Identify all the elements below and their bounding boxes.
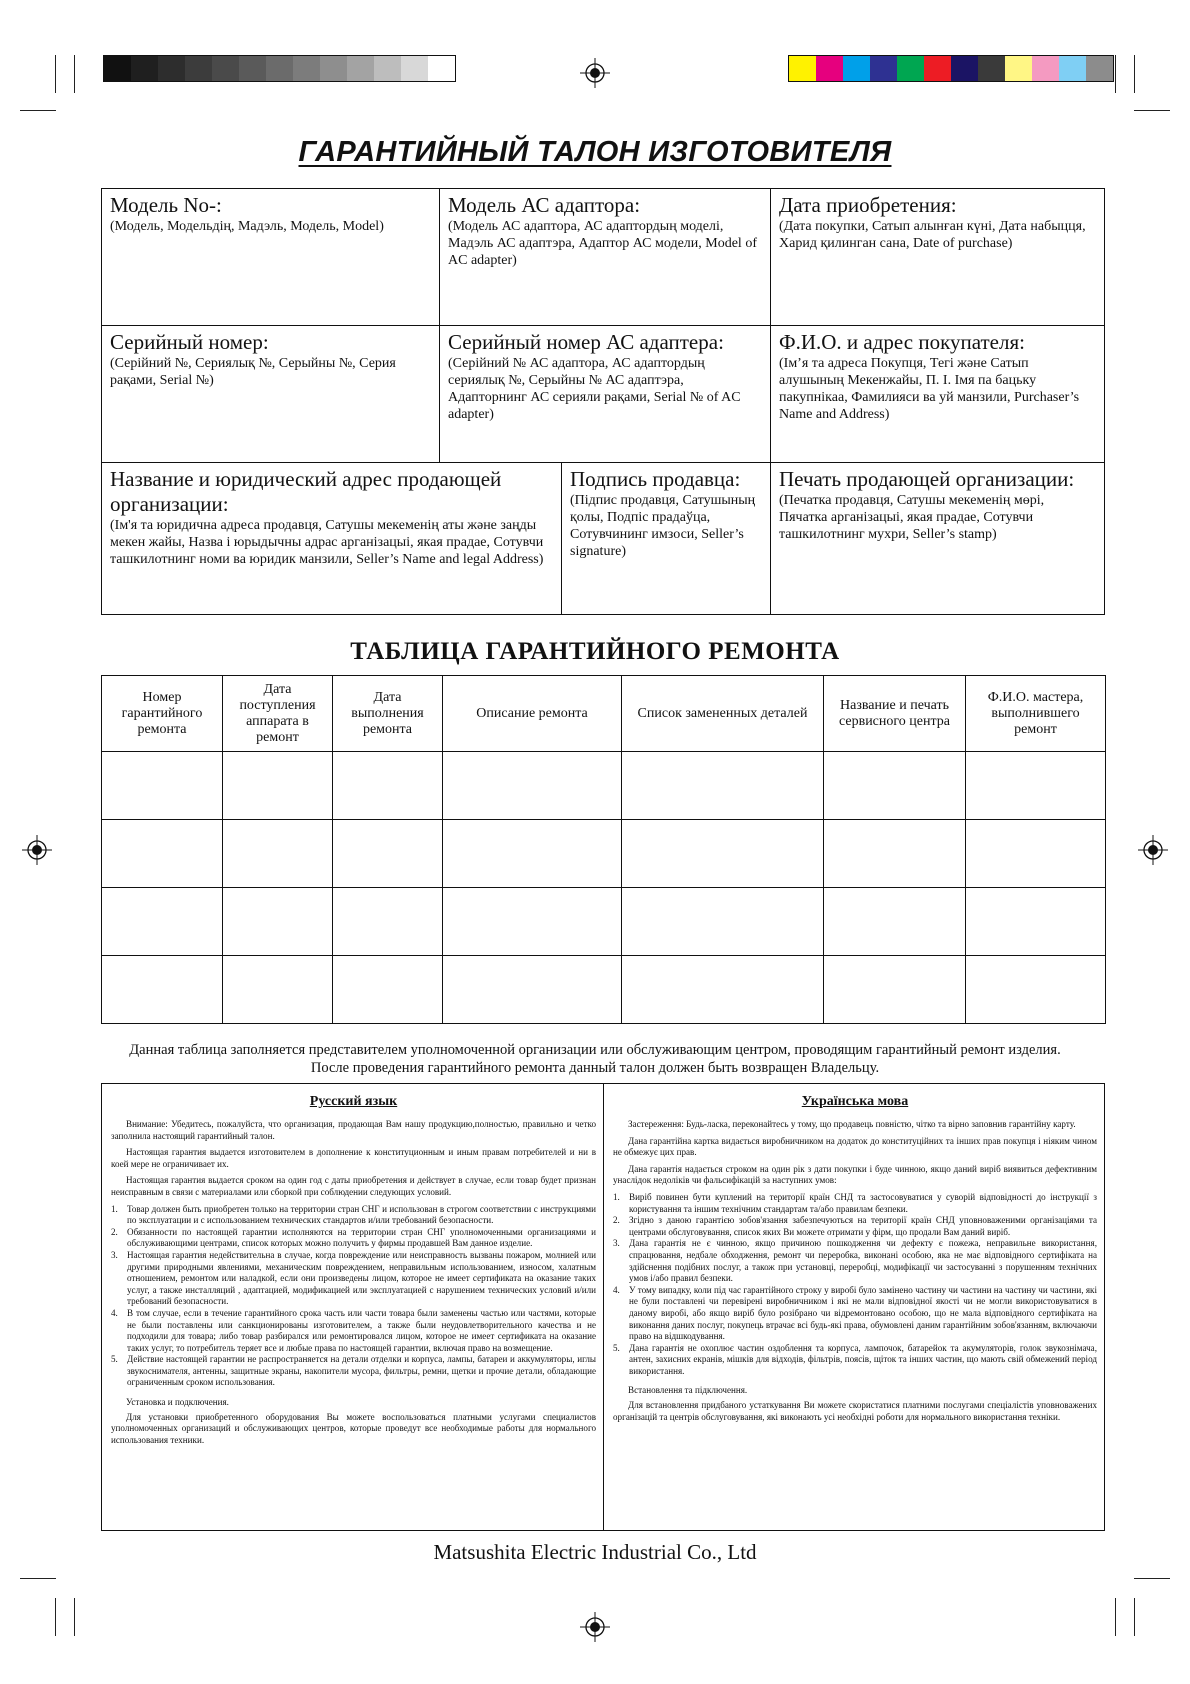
adapter-serial-label: Серийный номер АС адаптера: <box>448 330 724 354</box>
color-swatch <box>924 56 951 81</box>
table-cell[interactable] <box>824 752 966 820</box>
list-item <box>111 1354 596 1389</box>
table-cell[interactable] <box>223 820 333 888</box>
color-swatch <box>185 56 212 81</box>
table-cell[interactable] <box>102 820 223 888</box>
registration-mark-right <box>1138 835 1168 865</box>
table-cell[interactable] <box>966 956 1106 1024</box>
list-text: Виріб повинен бути куплений на території країн СНД та застосовуватися у суворій відповідності до інструкції з користування та іншим технічним стандартам та/або правилам безпеки. <box>629 1191 1097 1214</box>
color-swatch <box>104 56 131 81</box>
table-row <box>102 820 1106 888</box>
purchaser-sub: (Ім’я та адреса Покупця, Тегі және Сатып алушының Мекенжайы, П. І. Імя па бацьку пакупнікаа, Фамилияси ва уй манзили, Purchaser’s Name and Address) <box>779 356 1080 422</box>
color-swatch <box>789 56 816 81</box>
table-cell[interactable] <box>824 956 966 1024</box>
organization-label: Название и юридический адрес продающей организации: <box>110 467 502 516</box>
color-swatch <box>897 56 924 81</box>
table-cell[interactable] <box>824 820 966 888</box>
ukrainian-terms-column <box>603 1084 1104 1530</box>
table-cell[interactable] <box>622 820 824 888</box>
col-technician: Ф.И.О. мастера, выполнившего ремонт <box>966 676 1106 752</box>
list-item <box>613 1192 1097 1215</box>
registration-mark-left <box>22 835 52 865</box>
table-cell[interactable] <box>443 752 622 820</box>
table-cell[interactable] <box>223 956 333 1024</box>
table-cell[interactable] <box>333 956 443 1024</box>
color-swatch <box>131 56 158 81</box>
seller-stamp-label: Печать продающей организации: <box>779 467 1075 491</box>
color-swatch <box>1086 56 1113 81</box>
list-number: 1. <box>613 1191 620 1202</box>
list-number: 2. <box>111 1226 118 1237</box>
seller-stamp-field[interactable] <box>771 463 1104 614</box>
color-swatch <box>1059 56 1086 81</box>
ukrainian-install-title: Встановлення та підключення. <box>628 1385 748 1396</box>
table-cell[interactable] <box>622 752 824 820</box>
table-cell[interactable] <box>223 752 333 820</box>
color-swatch <box>374 56 401 81</box>
russian-terms-column <box>102 1084 603 1530</box>
table-row <box>102 752 1106 820</box>
table-cell[interactable] <box>333 820 443 888</box>
list-text: Згідно з даною гарантією зобов'язання забезпечуються на території країн СНД уповноваженими організаціями та центрами обслуговування, список яких Ви можете отримати у фірм, що продали Вам даний виріб. <box>629 1215 1097 1237</box>
model-label: Модель No-: <box>110 193 222 217</box>
list-text: Дана гарантія не охоплює частин оздоблення та корпуса, лампочок, батарейок та акумуляторів, голок звукознімача, антен, захисних екранів, мішків для відходів, фільтрів, поясів, щіток та інших частин, що мають свій обмежений період використання. <box>629 1342 1097 1376</box>
seller-signature-field[interactable] <box>562 463 771 614</box>
color-swatch <box>951 56 978 81</box>
table-cell[interactable] <box>966 820 1106 888</box>
list-number: 4. <box>111 1307 118 1318</box>
purchase-date-field[interactable] <box>771 189 1104 326</box>
ukrainian-install-text: Для встановлення придбаного устаткування Ви можете скористатися платними послугами спеціалістів уповноважених організацій та центрів обслуговування, які виконають усі необхідні роботи для нормального використання техніки. <box>613 1400 1097 1422</box>
table-cell[interactable] <box>333 888 443 956</box>
table-cell[interactable] <box>443 956 622 1024</box>
ukrainian-conditions-list <box>613 1192 1097 1378</box>
list-text: В том случае, если в течение гарантийного срока часть или части товара были заменены частью или частями, которые не были поставлены или санкционированы изготовителем, а также были неудовлетворительного качества и не подходили для товара; либо товар разбирался или ремонтировался лицом, которое не имеет сертификата на оказание таких услуг, то потребитель теряет все и любые права по настоящей гарантии, включая право на возмещение. <box>127 1307 596 1353</box>
col-repair-description: Описание ремонта <box>443 676 622 752</box>
list-item <box>111 1204 596 1227</box>
repair-table <box>101 675 1106 1024</box>
warranty-terms <box>101 1083 1105 1531</box>
color-swatch <box>401 56 428 81</box>
registration-mark-bottom <box>580 1612 610 1642</box>
list-text: Настоящая гарантия недействительна в случае, когда повреждение или неисправность вызваны пожаром, молнией или другими природными явлениями, механическим повреждением, неправильным использованием, износом, халатным отношением, ремонтом или наладкой, если они произведены лицом, которое не имеет сертификата на оказание таких услуг, а также инсталляций , адаптацией, модификацией или эксплуатацией с нарушением технических условий и/или требований безопасности. <box>127 1249 596 1307</box>
ukrainian-title: Українська мова <box>801 1094 909 1109</box>
list-text: Дана гарантія не є чинною, якщо причиною пошкодження чи дефекту є пожежа, неправильне використання, спрацювання, недбале обходження, ремонт чи переробка, виконані особою, яка не має відповідного сертифіката на здійснення подібних послуг, а також при установці, переробці, модифікації чи застосуванні з порушенням технічних умов і/або правил безпеки. <box>629 1238 1097 1284</box>
list-number: 3. <box>613 1238 620 1249</box>
table-cell[interactable] <box>443 888 622 956</box>
color-swatch <box>816 56 843 81</box>
color-swatch <box>1032 56 1059 81</box>
adapter-model-sub: (Модель АС адаптора, АС адаптордың моделі, Мадэль АС адаптэра, Адаптор АС модели, Model of AC adapter) <box>448 219 757 268</box>
list-number: 5. <box>613 1342 620 1353</box>
adapter-serial-field[interactable] <box>440 326 771 463</box>
purchaser-label: Ф.И.О. и адрес покупателя: <box>779 330 1025 354</box>
color-swatch <box>843 56 870 81</box>
organization-field[interactable] <box>102 463 562 614</box>
list-text: Товар должен быть приобретен только на территории стран СНГ и использован в строгом соответствии с инструкциями по эксплуатации и с использованием технических стандартов и/или требований безопасности. <box>127 1203 596 1226</box>
list-item <box>111 1308 596 1354</box>
serial-label: Серийный номер: <box>110 330 269 354</box>
russian-install-text: Для установки приобретенного оборудования Вы можете воспользоваться платными услугами специалистов уполномоченных организаций и обслуживающих центров, которые проведут все необходимые работы для нормального использования техники. <box>111 1411 596 1445</box>
serial-sub: (Серійний №, Сериялық №, Серыйны №, Серия рақами, Serial №) <box>110 356 396 388</box>
table-cell[interactable] <box>443 820 622 888</box>
adapter-model-label: Модель АС адаптора: <box>448 193 641 217</box>
list-text: Обязанности по настоящей гарантии исполняются на территории стран СНГ уполномоченными организациями и обслуживающими центрами, список которых можно получить у фирмы продавшей Вам данное изделие. <box>127 1226 596 1249</box>
list-item <box>613 1343 1097 1378</box>
model-sub: (Модель, Модельдің, Мадэль, Модель, Model) <box>110 219 384 234</box>
russian-title: Русский язык <box>309 1094 398 1109</box>
model-field[interactable] <box>102 189 440 326</box>
table-cell[interactable] <box>102 888 223 956</box>
list-item <box>613 1285 1097 1343</box>
purchase-date-label: Дата приобретения: <box>779 193 957 217</box>
purchaser-field[interactable] <box>771 326 1104 463</box>
table-cell[interactable] <box>622 888 824 956</box>
table-cell[interactable] <box>102 956 223 1024</box>
serial-field[interactable] <box>102 326 440 463</box>
col-received-date: Дата поступления аппарата в ремонт <box>223 676 333 752</box>
list-number: 4. <box>613 1284 620 1295</box>
color-calibration-bar <box>788 55 1114 82</box>
col-service-center: Название и печать сервисного центра <box>824 676 966 752</box>
list-number: 1. <box>111 1203 118 1214</box>
col-replaced-parts: Список замененных деталей <box>622 676 824 752</box>
table-note-line-1: Данная таблица заполняется представителем уполномоченной организации или обслуживающим центром, проводящим гарантийный ремонт изделия. <box>129 1042 1061 1058</box>
table-cell[interactable] <box>223 888 333 956</box>
manufacturer-footer: Matsushita Electric Industrial Co., Ltd <box>433 1540 757 1564</box>
gray-calibration-bar <box>103 55 456 82</box>
purchase-date-sub: (Дата покупки, Сатып алынған күні, Дата набыцця, Харид қилинган сана, Date of purchase) <box>779 219 1086 251</box>
table-cell[interactable] <box>824 888 966 956</box>
color-swatch <box>212 56 239 81</box>
seller-signature-label: Подпись продавца: <box>570 467 741 491</box>
color-swatch <box>870 56 897 81</box>
organization-sub: (Ім'я та юридична адреса продавця, Сатушы мекеменің аты және заңды мекен жайы, Назва і юрыдычны адрас арганізацыі, якая прадае, Сотувчи ташкилотнинг номи ва юридик манзили, Seller’s Name and legal Address) <box>110 518 544 567</box>
color-swatch <box>293 56 320 81</box>
adapter-serial-sub: (Серійний № АС адаптора, АС адаптордың сериялық №, Серыйны № АС адаптэра, Адапторнинг АС серияли рақами, Serial № of AC adapter) <box>448 356 741 422</box>
table-cell[interactable] <box>333 752 443 820</box>
table-cell[interactable] <box>102 752 223 820</box>
list-item <box>613 1238 1097 1284</box>
adapter-model-field[interactable] <box>440 189 771 326</box>
repair-table-title: ТАБЛИЦА ГАРАНТИЙНОГО РЕМОНТА <box>350 638 840 665</box>
table-note-line-2: После проведения гарантийного ремонта данный талон должен быть возвращен Владельцу. <box>310 1060 880 1076</box>
list-number: 3. <box>111 1249 118 1260</box>
color-swatch <box>158 56 185 81</box>
color-swatch <box>320 56 347 81</box>
russian-paragraph: Настоящая гарантия выдается изготовителем в дополнение к конституционным и иным правам потребителей и ни в коей мере не ограничивает их. <box>111 1147 596 1169</box>
list-number: 5. <box>111 1354 118 1365</box>
table-row <box>102 956 1106 1024</box>
list-text: Действие настоящей гарантии не распространяется на детали отделки и корпуса, лампы, батареи и аккумуляторы, иглы звукоснимателя, антенны, защитные экраны, накопители мусора, фильтры, ремни, щетки и прочие детали, обладающие ограниченным сроком использования. <box>127 1354 596 1388</box>
russian-paragraph: Внимание: Убедитесь, пожалуйста, что организация, продающая Вам нашу продукцию,полностью, правильно и четко заполнила настоящий гарантийный талон. <box>111 1119 596 1141</box>
color-swatch <box>347 56 374 81</box>
seller-stamp-sub: (Печатка продавця, Сатушы мекеменің мөрі, Пячатка арганізацыі, якая прадае, Сотувчи ташкилотнинг мухри, Seller’s stamp) <box>779 493 1045 542</box>
list-number: 2. <box>613 1215 620 1226</box>
table-cell[interactable] <box>966 752 1106 820</box>
col-repair-number: Номер гарантийного ремонта <box>102 676 223 752</box>
russian-install-title: Установка и подключения. <box>126 1397 229 1408</box>
list-item <box>111 1250 596 1308</box>
list-text: У тому випадку, коли під час гарантійного строку у виробі було замінено частину чи частини на частину чи частини, які не були поставлені чи перевірені виробничником і які не мали відповідної якості чи не могли використовуватися в даному виробі, або якщо виріб було розібрано чи відремонтовано особою, що не мала відповідного сертифіката на виконання даних послуг, покупець втрачає всі будь-які права, обумовлені даним гарантійним зобов'язанням, включаючи право на відшкодування. <box>629 1284 1097 1342</box>
table-cell[interactable] <box>622 956 824 1024</box>
color-swatch <box>978 56 1005 81</box>
color-swatch <box>428 56 455 81</box>
color-swatch <box>239 56 266 81</box>
table-row <box>102 888 1106 956</box>
color-swatch <box>1005 56 1032 81</box>
ukrainian-paragraph: Дана гарантійна картка видається виробничником на додаток до конституційних та інших прав покупця і ніяким чином не обмежує цих прав. <box>613 1135 1097 1158</box>
list-item <box>111 1227 596 1250</box>
purchase-info-grid <box>101 188 1105 615</box>
registration-mark-top <box>580 58 610 88</box>
page-title: ГАРАНТИЙНЫЙ ТАЛОН ИЗГОТОВИТЕЛЯ <box>298 136 892 168</box>
ukrainian-paragraph: Застереження: Будь-ласка, переконайтесь у тому, що продавець повністю, чітко та вірно заповнив гарантійну карту. <box>628 1119 1076 1129</box>
color-swatch <box>266 56 293 81</box>
col-completed-date: Дата выполнения ремонта <box>333 676 443 752</box>
table-cell[interactable] <box>966 888 1106 956</box>
seller-signature-sub: (Підпис продавця, Сатушының қолы, Подпіс прадаўца, Сотувчининг имзоси, Seller’s signature) <box>570 493 756 559</box>
ukrainian-paragraph: Дана гарантія надається строком на один рік з дати покупки і буде чинною, якщо даний виріб виявиться дефективним унаслідок недоліків чи фальсифікацій за наступних умов: <box>613 1163 1097 1186</box>
russian-paragraph: Настоящая гарантия выдается сроком на один год с даты приобретения и действует в случае, если товар будет признан неисправным в связи с материалами или сборкой при соблюдении следующих условий. <box>111 1175 596 1197</box>
list-item <box>613 1215 1097 1238</box>
russian-conditions-list <box>111 1204 596 1390</box>
table-header-row <box>102 676 1106 752</box>
